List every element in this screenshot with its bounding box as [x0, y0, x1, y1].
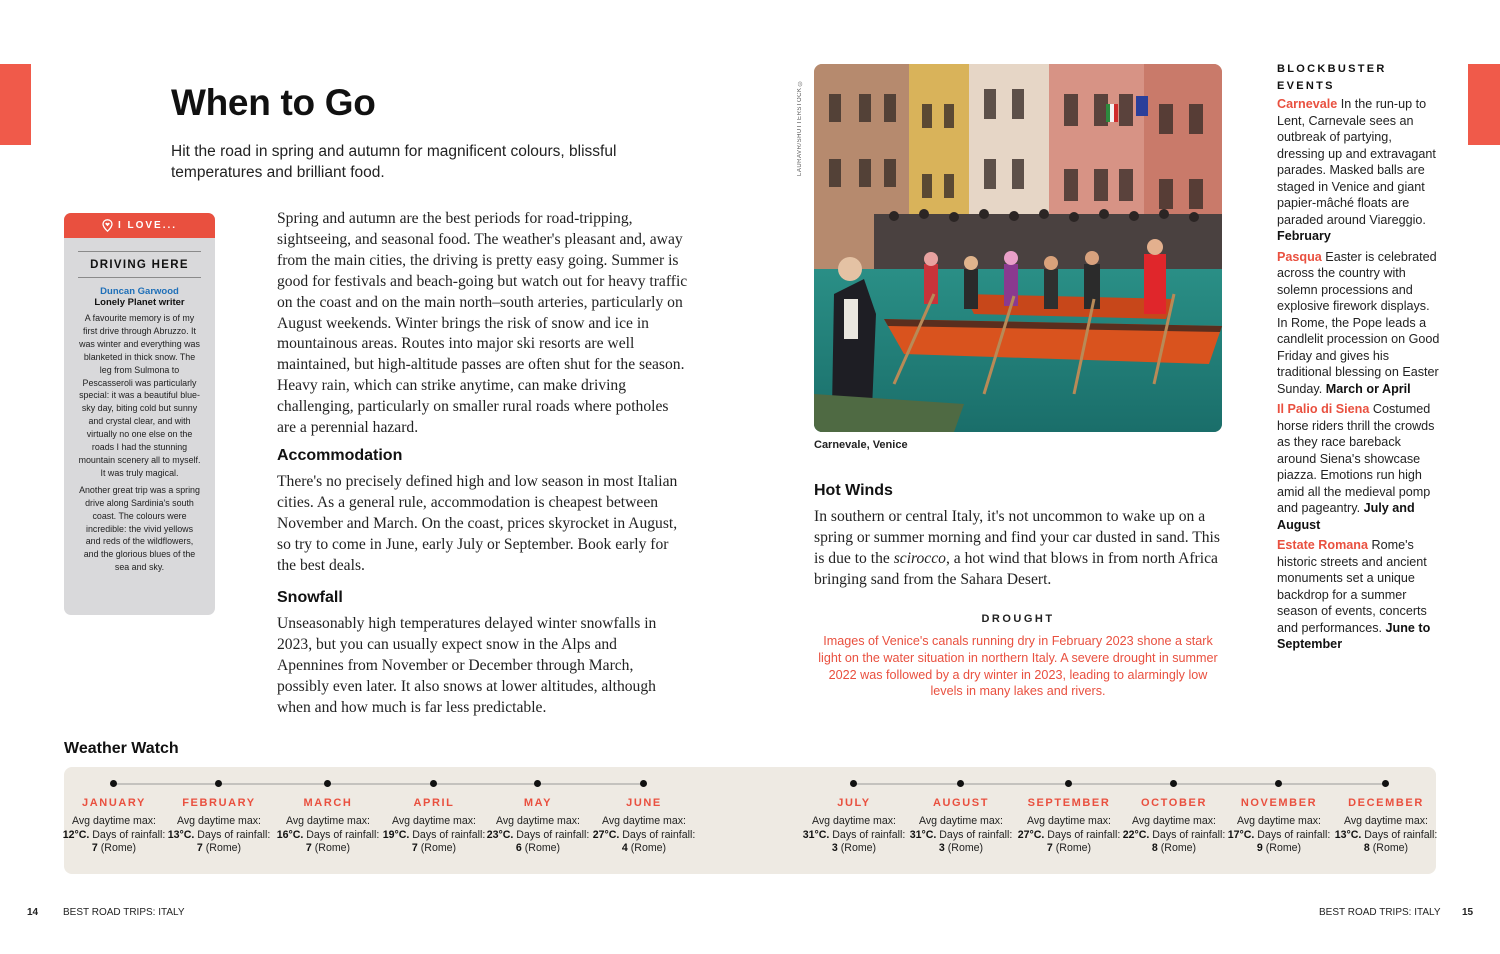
city-label: (Rome) [947, 842, 984, 855]
month-name: AUGUST [932, 797, 990, 809]
timeline-dot [324, 780, 331, 787]
rain-days: 6 [515, 842, 522, 855]
events-list [1277, 96, 1442, 657]
drought-text: Images of Venice's canals running dry in February 2023 shone a stark light on the water situation in northern Italy. A severe drought in summer 2022 was followed by a dry winter in 2023, leading to alarmingly low levels in many lakes and rivers. [818, 634, 1218, 699]
month-name: MARCH [303, 797, 353, 809]
weather-watch-heading: Weather Watch [64, 740, 179, 757]
photo-credit: LAURAVR/SHUTTERSTOCK © [797, 78, 803, 176]
month-weather-text [1224, 815, 1334, 856]
temperature: 31°C. [802, 828, 830, 841]
rain-days: 8 [1151, 842, 1158, 855]
page-edge-tab-left [0, 64, 31, 145]
temperature: 27°C. [592, 828, 620, 841]
event-when: July and August [1277, 501, 1415, 532]
event-description: In the run-up to Lent, Carnevale sees an outbreak of partying, dressing up and extravagant parades. Masked balls are staged in Venice and giant papier-mâché floats are paraded around Viareggio. [1277, 97, 1436, 227]
temperature: 19°C. [382, 828, 410, 841]
avg-label: Avg daytime max: [1344, 815, 1428, 827]
rain-label: Days of rainfall: [622, 828, 696, 841]
temperature: 31°C. [909, 828, 937, 841]
rain-label: Days of rainfall: [412, 828, 486, 841]
rain-label: Days of rainfall: [1152, 828, 1226, 841]
temperature: 12°C. [62, 828, 90, 841]
author-role: Lonely Planet writer [94, 297, 185, 308]
temperature: 23°C. [486, 828, 514, 841]
event-item [1277, 249, 1442, 398]
page-number-left: 14 [27, 907, 39, 918]
rain-days: 8 [1363, 842, 1370, 855]
month-weather-text [1014, 815, 1124, 856]
drought-heading: DROUGHT [981, 613, 1055, 625]
rain-label: Days of rainfall: [197, 828, 271, 841]
city-label: (Rome) [100, 842, 137, 855]
rain-days: 7 [411, 842, 418, 855]
running-title-right: BEST ROAD TRIPS: ITALY [1319, 907, 1441, 918]
month-weather-text [483, 815, 593, 856]
scirocco-term: scirocco [893, 549, 946, 567]
event-description: Rome's historic streets and ancient monuments set a unique backdrop for a summer season of events, concerts and performances. [1277, 538, 1427, 635]
rain-label: Days of rainfall: [939, 828, 1013, 841]
city-label: (Rome) [840, 842, 877, 855]
timeline-dot [1170, 780, 1177, 787]
snowfall-heading: Snowfall [277, 589, 343, 606]
rain-label: Days of rainfall: [1257, 828, 1331, 841]
temperature: 13°C. [1334, 828, 1362, 841]
love-paragraph-2: Another great trip was a spring drive along Sardinia's south coast. The colours were incredible: the vivid yellows and reds of the wildflowers, and the glorious blues of the sea and sky. [79, 484, 200, 573]
rain-days: 7 [91, 842, 98, 855]
event-item [1277, 96, 1442, 245]
page-edge-tab-right [1468, 64, 1500, 145]
timeline-dot [1382, 780, 1389, 787]
timeline-lines [64, 767, 1436, 797]
temperature: 13°C. [167, 828, 195, 841]
main-paragraph: Spring and autumn are the best periods for road-tripping, sightseeing, and seasonal food. The weather's pleasant and, away from the main cities, the driving is pretty easy going. Summer is good for festivals and beach-going but watch out for heavy traffic on the coast and on the main north–south arteries, particularly on August weekends. Winter brings the risk of snow and ice in mountainous areas. Routes into major ski resorts are well maintained, but high-altitude passes are often shut for the season. Heavy rain, which can strike anytime, can make driving challenging, particularly on smaller rural roads where potholes are a perennial hazard. [277, 210, 688, 437]
month-name: APRIL [413, 797, 455, 809]
avg-label: Avg daytime max: [496, 815, 580, 827]
month-name: JULY [837, 797, 871, 809]
rain-label: Days of rainfall: [1047, 828, 1121, 841]
event-when: February [1277, 229, 1331, 243]
i-love-box [64, 213, 215, 615]
hot-winds-text-2: , a hot wind that blows in from north Africa bringing sand from the Sahara Desert. [814, 549, 1218, 588]
month-weather-text [379, 815, 489, 856]
rain-days: 3 [938, 842, 945, 855]
page-title: When to Go [171, 82, 376, 123]
avg-label: Avg daytime max: [1237, 815, 1321, 827]
i-love-header [64, 213, 215, 238]
hot-winds-text [814, 507, 1224, 591]
city-label: (Rome) [314, 842, 351, 855]
event-when: March or April [1325, 381, 1411, 396]
avg-label: Avg daytime max: [286, 815, 370, 827]
rain-label: Days of rainfall: [306, 828, 380, 841]
timeline-dot [1275, 780, 1282, 787]
avg-label: Avg daytime max: [812, 815, 896, 827]
rain-days: 7 [305, 842, 312, 855]
city-label: (Rome) [1372, 842, 1409, 855]
month-weather-text [1119, 815, 1229, 856]
rain-days: 4 [621, 842, 628, 855]
rain-days: 7 [1046, 842, 1053, 855]
timeline-dot [850, 780, 857, 787]
author-name: Duncan Garwood [100, 286, 179, 297]
i-love-label: I LOVE... [117, 220, 178, 231]
map-pin-icon [102, 219, 113, 232]
city-label: (Rome) [205, 842, 242, 855]
city-label: (Rome) [420, 842, 457, 855]
snowfall-text: Unseasonably high temperatures delayed winter snowfalls in 2023, but you can usually expect snow in the Alps and Apennines from November or December through March, possibly even later. It also snows at lower altitudes, although when and how much is far less predictable. [277, 615, 657, 716]
hot-winds-text-1: In southern or central Italy, it's not uncommon to wake up on a spring or summer morning and find your car dusted in sand. This is due to the [814, 508, 1220, 567]
avg-label: Avg daytime max: [1027, 815, 1111, 827]
event-when: June to September [1277, 620, 1431, 651]
rain-days: 7 [196, 842, 203, 855]
month-weather-text [589, 815, 699, 856]
avg-label: Avg daytime max: [602, 815, 686, 827]
hot-winds-heading: Hot Winds [814, 482, 893, 499]
event-description: Costumed horse riders thrill the crowds as they race bareback around Siena's showcase piazza. Emotions run high amid all the medieval pomp and pageantry. [1277, 402, 1435, 515]
temperature: 27°C. [1017, 828, 1045, 841]
timeline-dot [110, 780, 117, 787]
temperature: 16°C. [276, 828, 304, 841]
temperature: 22°C. [1122, 828, 1150, 841]
rain-label: Days of rainfall: [1364, 828, 1438, 841]
city-label: (Rome) [524, 842, 561, 855]
month-weather-text [799, 815, 909, 856]
month-weather-text [1331, 815, 1441, 856]
running-title-left: BEST ROAD TRIPS: ITALY [63, 907, 185, 918]
event-name: Pasqua [1277, 249, 1322, 264]
i-love-title: DRIVING HERE [90, 259, 189, 271]
carnevale-venice-illustration [814, 64, 1222, 432]
temperature: 17°C. [1227, 828, 1255, 841]
timeline-dot [215, 780, 222, 787]
avg-label: Avg daytime max: [72, 815, 156, 827]
avg-label: Avg daytime max: [177, 815, 261, 827]
page-number-right: 15 [1462, 907, 1474, 918]
month-name: MAY [523, 797, 553, 809]
month-name: DECEMBER [1348, 797, 1424, 809]
weather-watch-panel [64, 767, 1436, 874]
avg-label: Avg daytime max: [1132, 815, 1216, 827]
timeline-dot [1065, 780, 1072, 787]
event-description: Easter is celebrated across the country with solemn processions and explosive firework displays. In Rome, the Pope leads a candlelit procession on Good Friday and gives his traditional blessing on Easter Sunday. [1277, 249, 1440, 396]
month-name: JUNE [626, 797, 662, 809]
event-name: Estate Romana [1277, 538, 1368, 552]
month-weather-text [59, 815, 169, 856]
month-name: JANUARY [82, 797, 146, 809]
love-paragraph-1: A favourite memory is of my first drive through Abruzzo. It was winter and everything was blanketed in thick snow. The leg from Sulmona to Pescasseroli was particularly special: it was a beautiful blue-sky day, biting cold but sunny and crystal clear, and with virtually no one else on the roads I had the stunning mountain scenery all to myself. It was truly magical. [78, 313, 201, 478]
timeline-dot [430, 780, 437, 787]
rain-days: 9 [1256, 842, 1263, 855]
timeline-dot [957, 780, 964, 787]
month-name: NOVEMBER [1240, 797, 1318, 809]
avg-label: Avg daytime max: [392, 815, 476, 827]
month-weather-text [273, 815, 383, 856]
avg-label: Avg daytime max: [919, 815, 1003, 827]
timeline-dot [640, 780, 647, 787]
event-name: Carnevale [1277, 97, 1338, 111]
city-label: (Rome) [1160, 842, 1197, 855]
intro-text: Hit the road in spring and autumn for magnificent colours, blissful temperatures and brilliant food. [171, 143, 617, 181]
accommodation-text: There's no precisely defined high and low season in most Italian cities. As a general rule, accommodation is cheapest between November and March. On the coast, prices skyrocket in August, so try to come in June, early July or September. Book early for the best deals. [277, 473, 678, 574]
carnevale-photo [814, 64, 1222, 432]
photo-caption: Carnevale, Venice [814, 439, 908, 451]
city-label: (Rome) [1265, 842, 1302, 855]
month-weather-text [164, 815, 274, 856]
timeline-dot [534, 780, 541, 787]
city-label: (Rome) [1055, 842, 1092, 855]
rain-days: 3 [831, 842, 838, 855]
events-heading: BLOCKBUSTER EVENTS [1277, 63, 1387, 92]
month-weather-text [906, 815, 1016, 856]
event-name: Il Palio di Siena [1277, 402, 1370, 416]
event-item [1277, 401, 1442, 533]
rain-label: Days of rainfall: [516, 828, 590, 841]
accommodation-heading: Accommodation [277, 447, 403, 464]
event-item [1277, 537, 1442, 653]
rain-label: Days of rainfall: [92, 828, 166, 841]
month-name: OCTOBER [1140, 797, 1207, 809]
city-label: (Rome) [630, 842, 667, 855]
rain-label: Days of rainfall: [832, 828, 906, 841]
month-name: FEBRUARY [182, 797, 256, 809]
month-name: SEPTEMBER [1027, 797, 1111, 809]
